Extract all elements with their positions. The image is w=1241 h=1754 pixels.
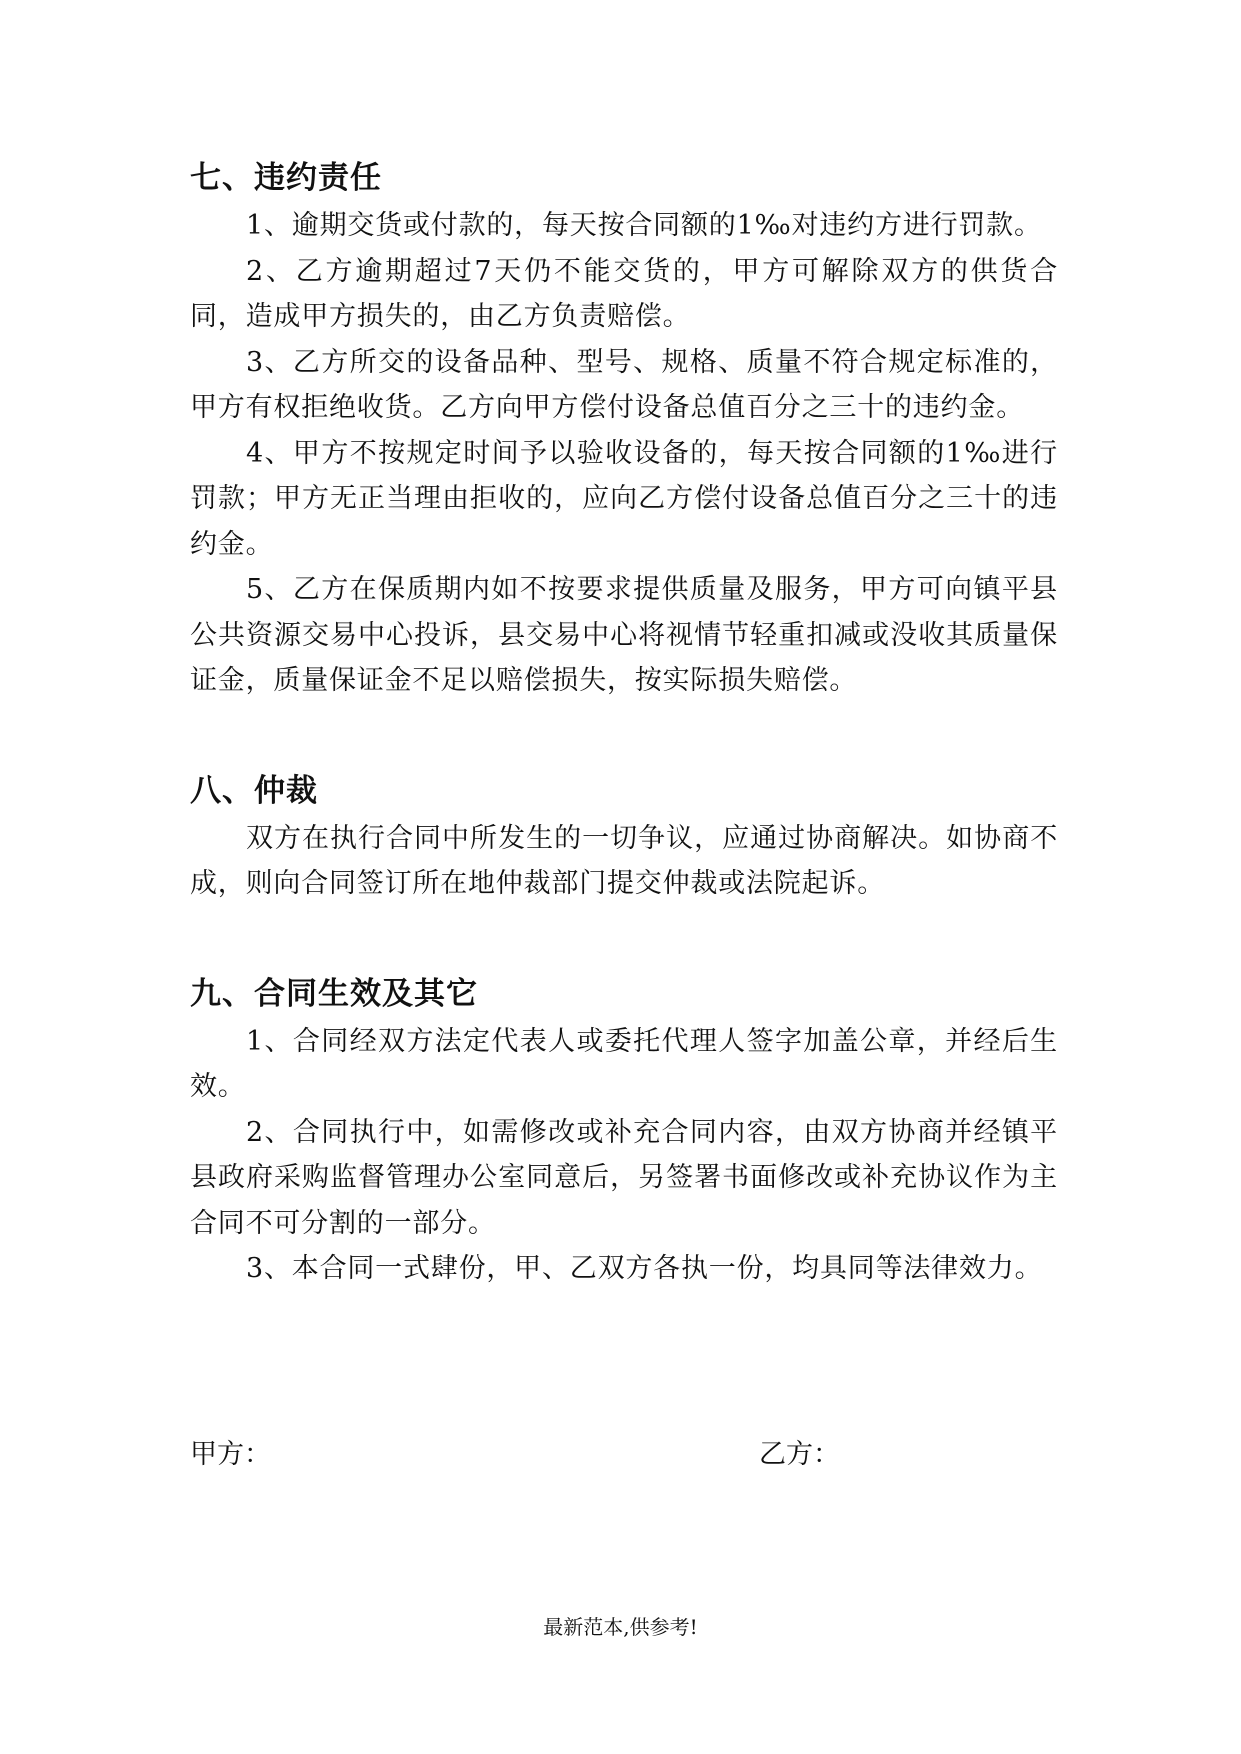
- section-arbitration: [190, 768, 1058, 907]
- clause-paragraph: 5、乙方在保质期内如不按要求提供质量及服务，甲方可向镇平县公共资源交易中心投诉，县交易中心将视情节轻重扣减或没收其质量保证金，质量保证金不足以赔偿损失，按实际损失赔偿。: [190, 574, 1058, 696]
- clause-paragraph: 双方在执行合同中所发生的一切争议，应通过协商解决。如协商不成，则向合同签订所在地仲裁部门提交仲裁或法院起诉。: [190, 822, 1058, 899]
- clause-paragraph: 1、逾期交货或付款的，每天按合同额的1‰对违约方进行罚款。: [246, 210, 1042, 241]
- section-effectiveness: [190, 971, 1058, 1292]
- section-title: 九、合同生效及其它: [190, 975, 478, 1012]
- party-b-signature-label: 乙方：: [759, 1439, 840, 1470]
- clause-paragraph: 2、乙方逾期超过7天仍不能交货的，甲方可解除双方的供货合同，造成甲方损失的，由乙方负责赔偿。: [190, 255, 1058, 332]
- section-title: 八、仲裁: [190, 772, 318, 809]
- party-a-signature-label: 甲方：: [190, 1439, 271, 1470]
- contract-body: [190, 155, 1058, 1292]
- clause-paragraph: 4、甲方不按规定时间予以验收设备的，每天按合同额的1‰进行罚款；甲方无正当理由拒收的，应向乙方偿付设备总值百分之三十的违约金。: [190, 437, 1058, 560]
- clause-paragraph: 1、合同经双方法定代表人或委托代理人签字加盖公章，并经后生效。: [190, 1025, 1058, 1102]
- section-title: 七、违约责任: [190, 160, 382, 196]
- clause-paragraph: 2、合同执行中，如需修改或补充合同内容，由双方协商并经镇平县政府采购监督管理办公室同意后，另签署书面修改或补充协议作为主合同不可分割的一部分。: [190, 1116, 1058, 1239]
- section-breach-liability: [190, 155, 1058, 704]
- page-footer: 最新范本,供参考!: [543, 1615, 698, 1639]
- clause-paragraph: 3、乙方所交的设备品种、型号、规格、质量不符合规定标准的，甲方有权拒绝收货。乙方向甲方偿付设备总值百分之三十的违约金。: [190, 346, 1058, 423]
- clause-paragraph: 3、本合同一式肆份，甲、乙双方各执一份，均具同等法律效力。: [246, 1253, 1043, 1284]
